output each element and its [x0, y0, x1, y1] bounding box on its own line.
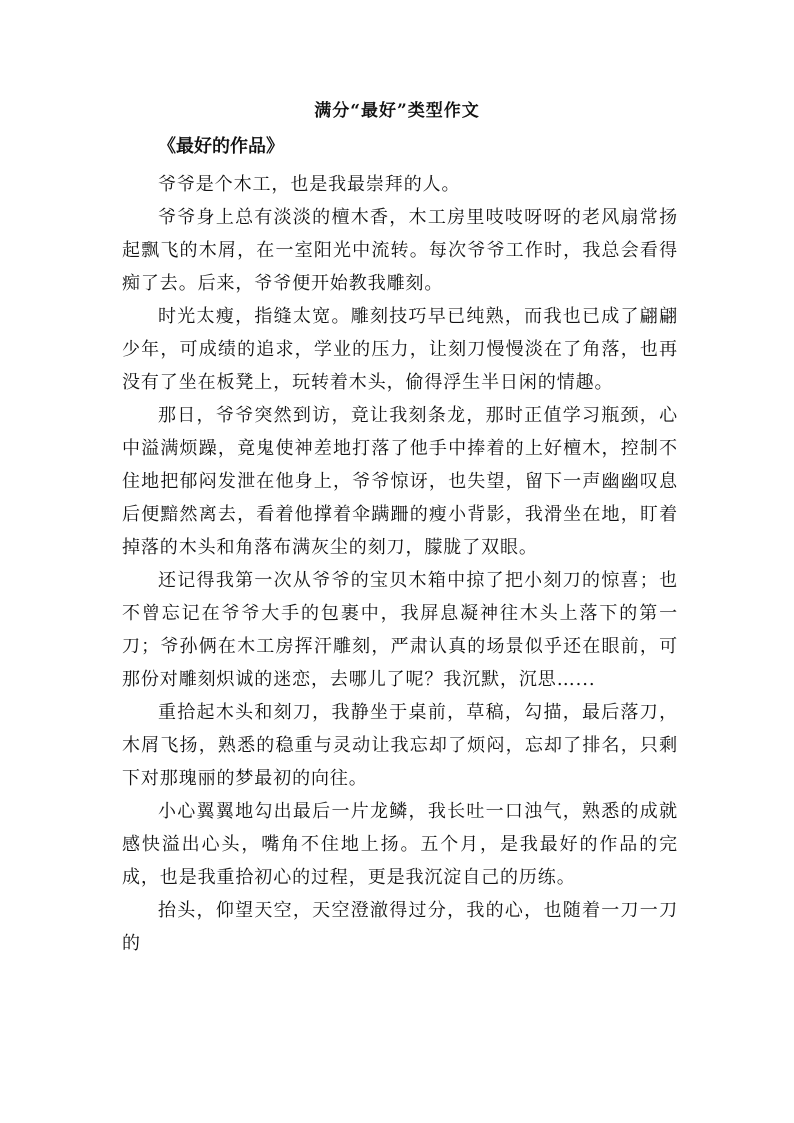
paragraph: 爷爷身上总有淡淡的檀木香，木工房里吱吱呀呀的老风扇常扬起飘飞的木屑，在一室阳光中流转。每次爷爷工作时，我总会看得痴了去。后来，爷爷便开始教我雕刻。 [122, 207, 678, 294]
document-title: 满分“最好”类型作文 [314, 101, 480, 121]
essay-body [122, 168, 678, 960]
paragraph: 时光太瘦，指缝太宽。雕刻技巧早已纯熟，而我也已成了翩翩少年，可成绩的追求，学业的压力，让刻刀慢慢淡在了角落，也再没有了坐在板凳上，玩转着木头，偷得浮生半日闲的情趣。 [122, 306, 678, 393]
paragraph: 小心翼翼地勾出最后一片龙鳞，我长吐一口浊气，熟悉的成就感快溢出心头，嘴角不住地上扬。五个月，是我最好的作品的完成，也是我重拾初心的过程，更是我沉淀自己的历练。 [122, 801, 678, 888]
paragraph: 重拾起木头和刻刀，我静坐于桌前，草稿，勾描，最后落刀，木屑飞扬，熟悉的稳重与灵动让我忘却了烦闷，忘却了排名，只剩下对那瑰丽的梦最初的向往。 [122, 702, 678, 789]
essay-title: 《最好的作品》 [158, 136, 284, 157]
paragraph: 爷爷是个木工，也是我最崇拜的人。 [158, 174, 461, 195]
paragraph: 那日，爷爷突然到访，竟让我刻条龙，那时正值学习瓶颈，心中溢满烦躁，竟鬼使神差地打落了他手中捧着的上好檀木，控制不住地把郁闷发泄在他身上，爷爷惊讶，也失望，留下一声幽幽叹息后便黯然离去，看着他撑着伞蹒跚的瘦小背影，我滑坐在地，盯着掉落的木头和角落布满灰尘的刻刀，朦胧了双眼。 [122, 405, 678, 558]
paragraph: 抬头，仰望天空，天空澄澈得过分，我的心，也随着一刀一刀的 [122, 900, 678, 954]
paragraph: 还记得我第一次从爷爷的宝贝木箱中掠了把小刻刀的惊喜；也不曾忘记在爷爷大手的包裹中，我屏息凝神往木头上落下的第一刀；爷孙俩在木工房挥汗雕刻，严肃认真的场景似乎还在眼前，可那份对雕刻炽诚的迷恋，去哪儿了呢？我沉默，沉思…... [122, 570, 678, 690]
